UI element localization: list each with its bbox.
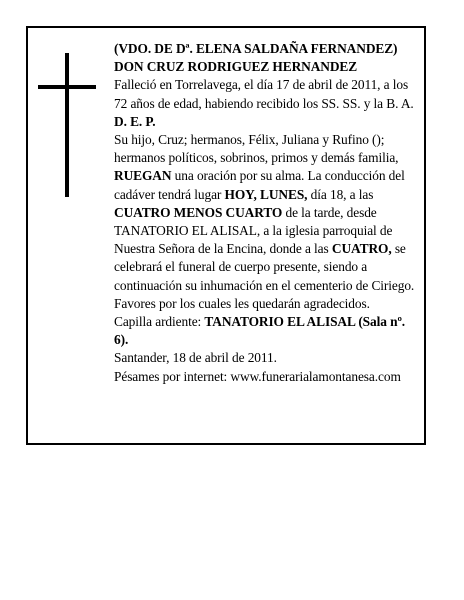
place-date: Santander, 18 de abril de 2011. <box>114 350 277 366</box>
death-details: Falleció en Torrelavega, el día 17 de abril de 2011, a los 72 años de edad, habiendo recibido los SS. SS. y la B. A. <box>114 77 414 111</box>
funeral-text-3: de la tarde, desde TANATORIO EL ALISAL, a la iglesia parroquial de Nuestra Señora de la Encina, donde a las <box>114 204 393 257</box>
chapel-info <box>114 313 420 349</box>
cross-horizontal-bar <box>38 85 96 89</box>
funeral-text-2: día 18, a las <box>307 186 374 202</box>
condolences-line: Pésames por internet: www.funerarialamontanesa.com <box>114 368 401 384</box>
family-list: Su hijo, Cruz; hermanos, Félix, Juliana y Rufino (); hermanos políticos, sobrinos, primos y demás familia, <box>114 132 399 166</box>
funeral-text-1: una oración por su alma. La conducción del cadáver tendrá lugar <box>114 168 405 202</box>
funeral-day: HOY, LUNES, <box>224 186 308 202</box>
rest-in-peace: D. E. P. <box>114 113 156 129</box>
funeral-details <box>114 167 420 313</box>
funeral-time: CUATRO, <box>331 241 392 257</box>
chapel-place: TANATORIO EL ALISAL (Sala nº. 6). <box>114 314 406 348</box>
widow-line: (VDO. DE Dª. ELENA SALDAÑA FERNANDEZ) <box>114 41 398 56</box>
obituary-text <box>114 40 420 386</box>
departure-time: CUATRO MENOS CUARTO <box>114 204 283 220</box>
deceased-name: DON CRUZ RODRIGUEZ HERNANDEZ <box>114 59 358 75</box>
funeral-text-4: se celebrará el funeral de cuerpo presente, siendo a continuación su inhumación en el cementerio de Ciriego. Favores por los cuales les quedarán agradecidos. <box>114 241 415 311</box>
cross-vertical-bar <box>65 53 69 197</box>
chapel-label: Capilla ardiente: <box>114 314 205 330</box>
ruegan-text: RUEGAN <box>114 168 172 184</box>
